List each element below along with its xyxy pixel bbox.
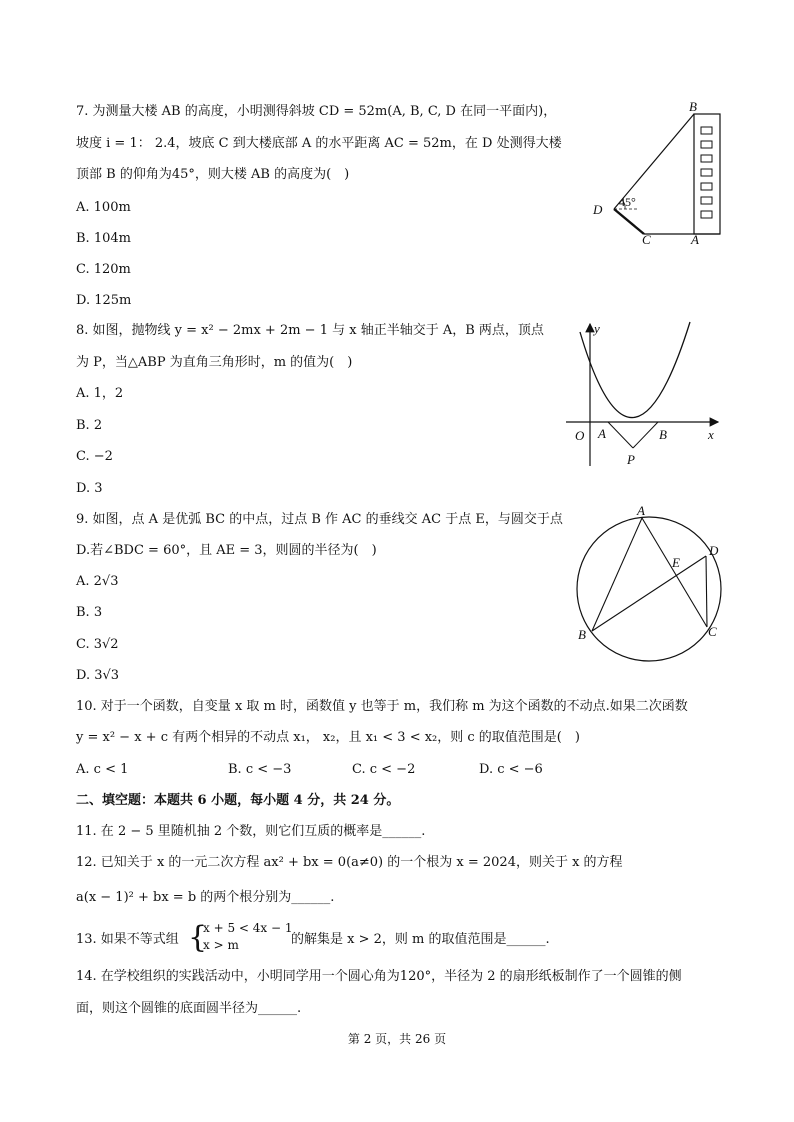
q8-option-d: D. 3 xyxy=(76,481,103,496)
q10-line2: y = x² − x + c 有两个相异的不动点 x₁， x₂，且 x₁ < 3 < x₂，则 c 的取值范围是( ) xyxy=(76,730,580,745)
window xyxy=(701,141,712,148)
label-o: O xyxy=(575,428,585,443)
q10-option-b: B. c < −3 xyxy=(228,762,292,777)
window xyxy=(701,197,712,204)
q9-circle-figure xyxy=(570,505,730,665)
window xyxy=(701,169,712,176)
q8-option-a: A. 1，2 xyxy=(76,386,124,401)
q8-option-b: B. 2 xyxy=(76,418,103,433)
window xyxy=(701,155,712,162)
label-c: C xyxy=(708,624,717,639)
q9-line2: D.若∠BDC = 60°，且 AE = 3，则圆的半径为( ) xyxy=(76,543,377,558)
q13-system-line1: x + 5 < 4x − 1 xyxy=(203,921,293,935)
q10-option-c: C. c < −2 xyxy=(352,762,416,777)
q13-prefix: 13. 如果不等式组 xyxy=(76,932,179,947)
q9-option-c: C. 3√2 xyxy=(76,637,119,652)
label-a: A xyxy=(691,232,699,247)
q9-option-b: B. 3 xyxy=(76,605,103,620)
angle-label: 45° xyxy=(619,195,636,209)
label-p: P xyxy=(627,452,635,467)
q7-line3: 顶部 B 的仰角为45°，则大楼 AB 的高度为( ) xyxy=(76,167,350,182)
label-y: y xyxy=(594,321,600,336)
q10-option-d: D. c < −6 xyxy=(479,762,543,777)
q8-option-c: C. −2 xyxy=(76,449,113,464)
brace-icon: { xyxy=(188,920,208,955)
section-heading: 二、填空题：本题共 6 小题，每小题 4 分，共 24 分。 xyxy=(76,793,400,808)
q9-line1: 9. 如图，点 A 是优弧 BC 的中点，过点 B 作 AC 的垂线交 AC 于点 E，与圆交于点 xyxy=(76,512,563,527)
parabola-curve xyxy=(580,322,690,418)
label-c: C xyxy=(642,232,651,247)
chord-ac xyxy=(642,518,707,627)
label-e: E xyxy=(672,555,680,570)
label-d: D xyxy=(593,202,603,217)
segment-ap xyxy=(608,422,633,448)
q11-line: 11. 在 2 − 5 里随机抽 2 个数，则它们互质的概率是______. xyxy=(76,824,426,839)
slope-cd xyxy=(614,209,644,234)
window xyxy=(701,211,712,218)
q12-line2: a(x − 1)² + bx = b 的两个根分别为______. xyxy=(76,890,335,905)
q7-option-d: D. 125m xyxy=(76,293,132,308)
window xyxy=(701,127,712,134)
label-d: D xyxy=(709,543,719,558)
q8-line2: 为 P，当△ABP 为直角三角形时，m 的值为( ) xyxy=(76,355,353,370)
label-x: x xyxy=(708,427,714,442)
building-ab xyxy=(694,114,720,234)
q10-line1: 10. 对于一个函数，自变量 x 取 m 时，函数值 y 也等于 m，我们称 m 为这个函数的不动点.如果二次函数 xyxy=(76,699,688,714)
segment-pb xyxy=(633,422,658,448)
circle xyxy=(577,517,721,661)
q8-parabola-figure xyxy=(560,318,725,470)
q14-line2: 面，则这个圆锥的底面圆半径为______. xyxy=(76,1001,302,1016)
q7-building-figure xyxy=(585,98,725,250)
q14-line1: 14. 在学校组织的实践活动中，小明同学用一个圆心角为120°，半径为 2 的扇形纸板制作了一个圆锥的侧 xyxy=(76,969,682,984)
q8-line1: 8. 如图，抛物线 y = x² − 2mx + 2m − 1 与 x 轴正半轴交于 A，B 两点，顶点 xyxy=(76,323,544,338)
q7-line1: 7. 为测量大楼 AB 的高度，小明测得斜坡 CD = 52m(A, B, C, D 在同一平面内)， xyxy=(76,104,557,119)
q7-option-b: B. 104m xyxy=(76,231,131,246)
q9-option-a: A. 2√3 xyxy=(76,574,119,589)
label-b: B xyxy=(578,627,586,642)
q13-system-line2: x > m xyxy=(203,938,239,952)
label-b: B xyxy=(659,427,667,442)
q13-suffix: 的解集是 x > 2，则 m 的取值范围是______. xyxy=(291,932,550,947)
q12-line1: 12. 已知关于 x 的一元二次方程 ax² + bx = 0(a≠0) 的一个根为 x = 2024，则关于 x 的方程 xyxy=(76,855,623,870)
q9-option-d: D. 3√3 xyxy=(76,668,120,683)
label-a: A xyxy=(637,505,645,518)
label-b: B xyxy=(689,99,697,114)
label-a: A xyxy=(598,426,606,441)
q10-option-a: A. c < 1 xyxy=(76,762,129,777)
q7-line2: 坡度 i = 1： 2.4，坡底 C 到大楼底部 A 的水平距离 AC = 52m，在 D 处测得大楼 xyxy=(76,136,562,151)
q7-option-c: C. 120m xyxy=(76,262,131,277)
chord-dc xyxy=(706,556,707,627)
page-footer: 第 2 页，共 26 页 xyxy=(347,1032,447,1046)
window xyxy=(701,183,712,190)
q7-option-a: A. 100m xyxy=(76,200,131,215)
